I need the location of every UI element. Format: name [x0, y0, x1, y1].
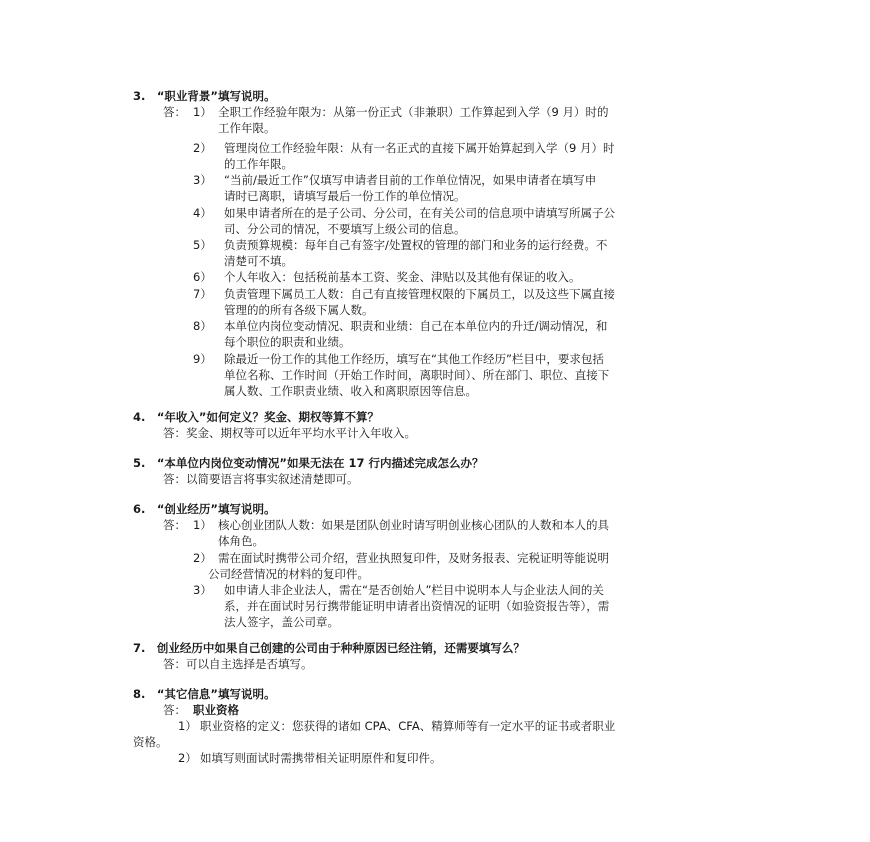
section-3-answer-prefix: 答：	[163, 105, 186, 119]
s3-item-3-line-2: 请时已离职，请填写最后一份工作的单位情况。	[224, 189, 466, 203]
s3-item-8-num: 8）	[193, 319, 212, 333]
section-7-heading: 7. 创业经历中如果自己创建的公司由于种种原因已经注销，还需要填写么？	[133, 641, 525, 655]
s3-item-9-num: 9）	[193, 352, 212, 366]
s3-item-7-line-2: 管理的的所有各级下属人数。	[224, 303, 374, 317]
s6-item-2-num: 2）	[193, 551, 212, 565]
section-8-answer-prefix: 答：	[163, 703, 186, 717]
section-6-heading: 6. “创业经历”填写说明。	[133, 502, 276, 516]
s3-item-3-line-1: “当前/最近工作”仅填写申请者目前的工作单位情况，如果申请者在填写申	[224, 173, 597, 187]
s3-item-8-line-1: 本单位内岗位变动情况、职责和业绩：自己在本单位内的升迁/调动情况，和	[224, 319, 608, 333]
s3-item-4-num: 4）	[193, 206, 212, 220]
section-7-answer: 答：可以自主选择是否填写。	[163, 657, 313, 671]
s8-item-2-line-1: 如填写则面试时需携带相关证明原件和复印件。	[200, 751, 442, 765]
s6-item-3-line-3: 法人签字，盖公司章。	[224, 615, 339, 629]
s3-item-9-line-3: 属人数、工作职责业绩、收入和离职原因等信息。	[224, 384, 477, 398]
s8-item-1-line-1: 职业资格的定义：您获得的诸如 CPA、CFA、精算师等有一定水平的证书或者职业	[200, 719, 616, 733]
section-4-answer: 答：奖金、期权等可以近年平均水平计入年收入。	[163, 426, 416, 440]
s3-item-5-line-2: 清楚可不填。	[224, 254, 293, 268]
s3-item-7-num: 7）	[193, 287, 212, 301]
section-8-subhead: 职业资格	[193, 703, 239, 717]
s3-item-1-line-1: 全职工作经验年限为：从第一份正式（非兼职）工作算起到入学（9 月）时的	[218, 105, 609, 119]
s6-item-3-line-2: 系，并在面试时另行携带能证明申请者出资情况的证明（如验资报告等），需	[224, 599, 610, 613]
section-4-heading: 4. “年收入”如何定义？奖金、期权等算不算？	[133, 410, 379, 424]
s6-item-2-line-1: 需在面试时携带公司介绍，营业执照复印件，及财务报表、完税证明等能说明	[218, 551, 609, 565]
s6-item-1-line-1: 核心创业团队人数：如果是团队创业时请写明创业核心团队的人数和本人的具	[218, 518, 609, 532]
s6-item-1-line-2: 体角色。	[218, 534, 264, 548]
s3-item-2-num: 2）	[193, 141, 212, 155]
s3-item-4-line-1: 如果申请者所在的是子公司、分公司，在有关公司的信息项中请填写所属子公	[224, 206, 615, 220]
s6-item-1-num: 1）	[193, 518, 212, 532]
s3-item-2-line-1: 管理岗位工作经验年限：从有一名正式的直接下属开始算起到入学（9 月）时	[224, 141, 615, 155]
section-5-heading: 5. “本单位内岗位变动情况”如果无法在 17 行内描述完成怎么办？	[133, 456, 484, 470]
s3-item-9-line-1: 除最近一份工作的其他工作经历，填写在“其他工作经历”栏目中，要求包括	[224, 352, 604, 366]
section-8-heading: 8. “其它信息”填写说明。	[133, 687, 276, 701]
s8-item-2-num: 2）	[178, 751, 197, 765]
section-3-heading: 3. “职业背景”填写说明。	[133, 89, 276, 103]
s8-item-1-line-2: 资格。	[133, 735, 168, 749]
s3-item-1-num: 1）	[193, 105, 212, 119]
s3-item-7-line-1: 负责管理下属员工人数：自己有直接管理权限的下属员工，以及这些下属直接	[224, 287, 615, 301]
s6-item-3-num: 3）	[193, 583, 212, 597]
s3-item-9-line-2: 单位名称、工作时间（开始工作时间，离职时间）、所在部门、职位、直接下	[224, 368, 610, 382]
s3-item-6-num: 6）	[193, 270, 212, 284]
s3-item-2-line-2: 的工作年限。	[224, 157, 293, 171]
s3-item-5-line-1: 负责预算规模：每年自己有签字/处置权的管理的部门和业务的运行经费。不	[224, 238, 608, 252]
s6-item-2-line-2: 公司经营情况的材料的复印件。	[208, 567, 369, 581]
s3-item-8-line-2: 每个职位的职责和业绩。	[224, 335, 351, 349]
s3-item-5-num: 5）	[193, 238, 212, 252]
s3-item-3-num: 3）	[193, 173, 212, 187]
s6-item-3-line-1: 如申请人非企业法人，需在“是否创始人”栏目中说明本人与企业法人间的关	[224, 583, 604, 597]
s3-item-4-line-2: 司、分公司的情况，不要填写上级公司的信息。	[224, 222, 466, 236]
s8-item-1-num: 1）	[178, 719, 197, 733]
section-5-answer: 答：以简要语言将事实叙述清楚即可。	[163, 472, 359, 486]
s3-item-1-line-2: 工作年限。	[218, 121, 276, 135]
section-6-answer-prefix: 答：	[163, 518, 186, 532]
s3-item-6-line-1: 个人年收入：包括税前基本工资、奖金、津贴以及其他有保证的收入。	[224, 270, 581, 284]
